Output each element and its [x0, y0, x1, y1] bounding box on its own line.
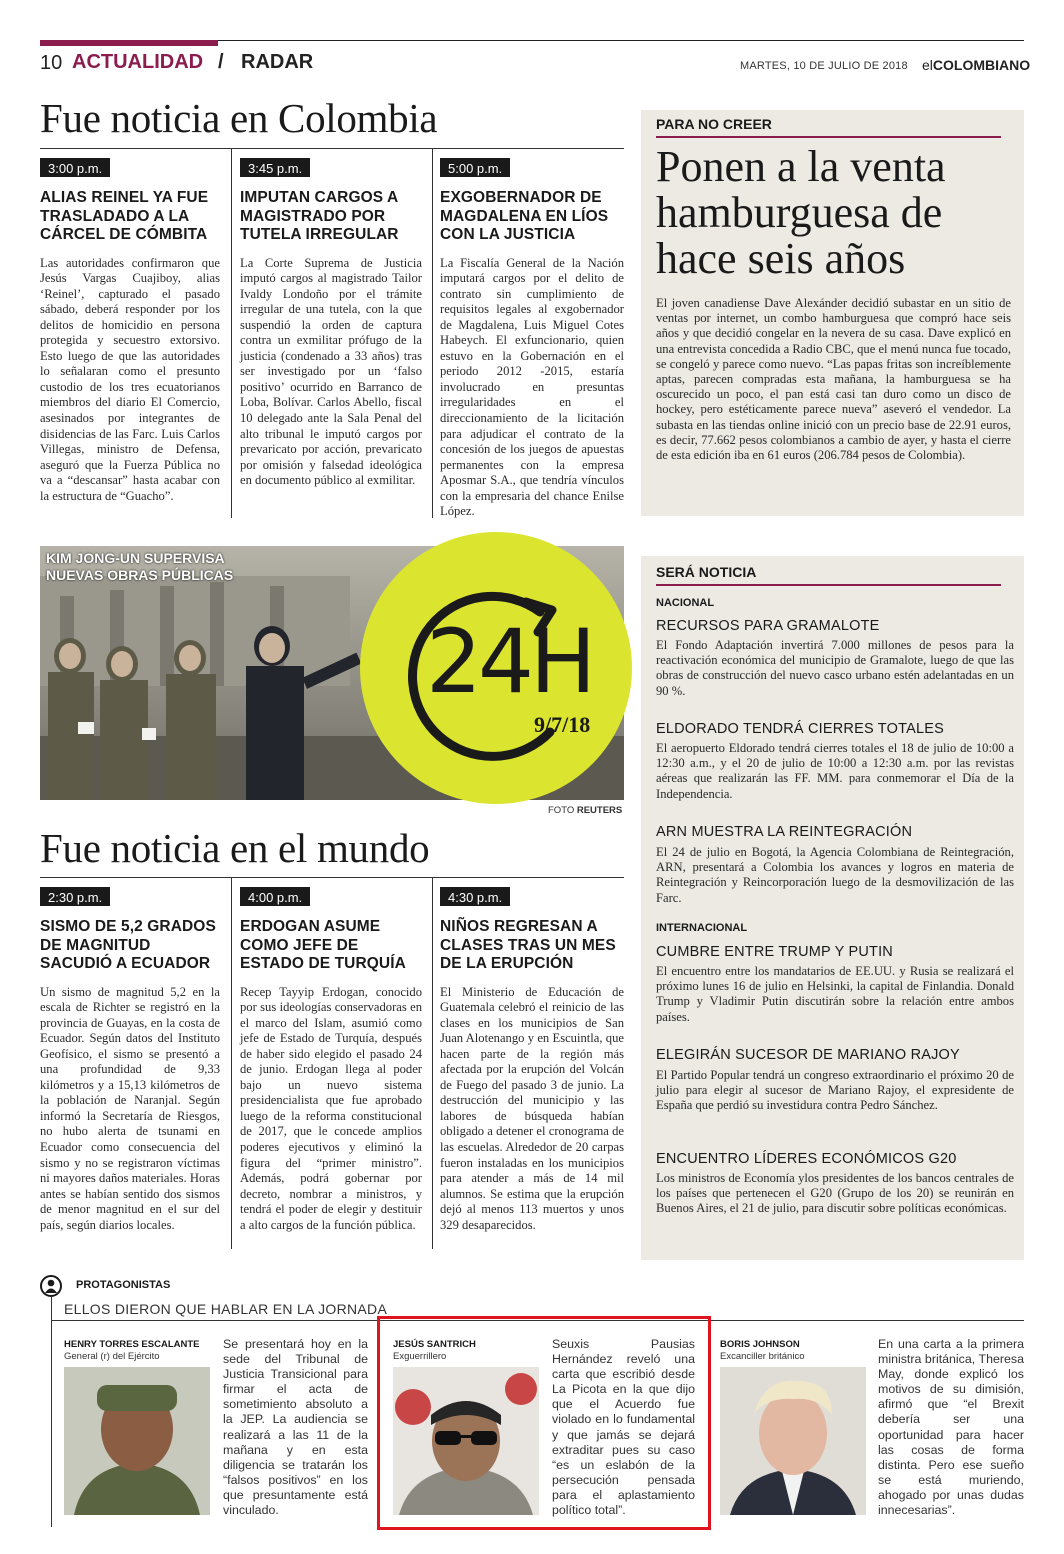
sn-headline: CUMBRE ENTRE TRUMP Y PUTIN — [656, 944, 893, 960]
column-divider — [432, 148, 433, 518]
para-no-creer-body: El joven canadiense Dave Alexánder decidió subastar en un sitio de ventas por internet, un combo hamburguesa que compró hace seis años y que decidió congelar en la nevera de su casa. Dave explicó en una entrevista concedida a Radio CBC, que el menú nunca fue tocado, se congeló y parece como nuevo. “Las papas fritas son increíblemente aptas, parecen compradas esta mañana, la hamburguesa se ha oscurecido un poco, el pan está casi tan duro como un disco de hockey, pero estéticamente parece nueva” aseveró el vendedor. La subasta en las tiendas online inició con un precio base de 22.91 euros, es decir, 77.662 pesos colombianos a cambio de ayer, y hasta el cierre de esta edición iba en 61 euros (206.784 pesos de Colombia). — [656, 296, 1011, 463]
sera-noticia-label: SERÁ NOTICIA — [656, 564, 757, 580]
colombia-title: Fue noticia en Colombia — [40, 95, 438, 141]
article-body: Un sismo de magnitud 5,2 en la escala de Richter se registró en la provincia de Guayas, en la costa de Ecuador. Según datos del Instituto Geofísico, el sismo se presentó a una profundidad de 9,33 kilómetros y a 15,13 kilómetros de la población de Naranjal. Según informó la Secretaría de Riesgos, no hubo alerta de tsunami en Ecuador como consecuencia del sismo y no se registraron víctimas ni mayores daños materiales. Horas antes se habían sentido dos sismos de menor magnitud en el sur del país, según diarios locales. — [40, 984, 220, 1232]
sn-body: El encuentro entre los mandatarios de EE.UU. y Rusia se realizará el próximo lunes 16 de julio en Helsinki, la capital de Finlandia. Donald Trump y Vladimir Putin discutirán sobre la relación entre ambos países. — [656, 964, 1014, 1024]
page-number: 10 — [40, 52, 63, 74]
sn-headline: RECURSOS PARA GRAMALOTE — [656, 618, 880, 634]
24h-badge — [360, 532, 632, 804]
protagonist-role: Exguerrillero — [393, 1351, 447, 1362]
headline: ERDOGAN ASUME COMO JEFE DE ESTADO DE TURQUÍA — [240, 918, 406, 972]
sn-headline: ARN MUESTRA LA REINTEGRACIÓN — [656, 824, 913, 840]
sn-body: El 24 de julio en Bogotá, la Agencia Colombiana de Reintegración, ARN, presentará a Colombia los avances y logros en materia de Reintegración y Reincorporación luego de la desmovilización de las Farc. — [656, 845, 1014, 905]
protagonist-name: JESÚS SANTRICH — [393, 1339, 476, 1350]
column-divider — [231, 877, 232, 1249]
colombia-item-2 — [240, 158, 422, 489]
subsection-name: RADAR — [241, 51, 314, 73]
label-accent-rule — [656, 136, 1001, 138]
label-accent-rule — [656, 584, 1001, 586]
para-no-creer-box — [641, 110, 1024, 516]
time-badge: 3:00 p.m. — [40, 158, 110, 177]
section-name: ACTUALIDAD — [72, 51, 204, 73]
protagonist-name: BORIS JOHNSON — [720, 1339, 800, 1350]
photo-credit-prefix: FOTO — [548, 805, 575, 816]
headline: ALIAS REINEL YA FUE TRASLADADO A LA CÁRCEL DE CÓMBITA — [40, 189, 209, 243]
sera-noticia-box — [641, 556, 1024, 1260]
article-body: Las autoridades confirmaron que Jesús Vargas Cuajiboy, alias ‘Reinel’, capturado el pasado sábado, deberá responder por los delitos de homicidio en persona protegida y secuestro extorsivo. Esto luego de que las autoridades lo señalaran como el presunto custodio de los tres ecuatorianos miembros del diario El Comercio, asesinados por integrantes de disidencias de las Farc. Luis Carlos Villegas, ministro de Defensa, aseguró que la Fuerza Pública no va a “descansar” hasta acabar con la estructura de “Guacho”. — [40, 255, 220, 503]
para-no-creer-title: Ponen a la venta hamburguesa de hace seis años — [656, 142, 946, 283]
photo-caption — [40, 546, 239, 588]
sn-headline: ELDORADO TENDRÁ CIERRES TOTALES — [656, 721, 944, 737]
protagonist-text: Se presentará hoy en la sede del Tribunal de Justicia Transicional para firmar el acta de sometimiento absoluto a la JEP. La audiencia se realizará a las 11 de la mañana y en esta diligencia se tratarán los “falsos positivos” en los que presuntamente está vinculado. — [223, 1337, 368, 1518]
section-accent-bar — [40, 40, 218, 46]
mundo-item-2 — [240, 887, 422, 1233]
colombia-item-3 — [440, 158, 624, 520]
article-body: La Corte Suprema de Justicia imputó cargos al magistrado Tailor Ivaldy Londoño por el trámite irregular de una tutela, con la que suspendió la orden de captura contra un exmilitar prófugo de la justicia (condenado a 33 años) tras ser investigado por un ‘falso positivo’ ocurrido en Barranco de Loba, Bolívar. Carlos Abello, fiscal 10 delegado ante la Sala Penal del alto tribunal le imputó cargos por prevaricato por acción, prevaricato por omisión y falsedad ideológica en documento público al exmilitar. — [240, 255, 422, 488]
mundo-item-3 — [440, 887, 624, 1233]
person-icon — [40, 1275, 62, 1297]
henry-torres-photo — [64, 1367, 210, 1515]
badge-date: 9/7/18 — [534, 712, 591, 737]
protagonist-role: Excanciller británico — [720, 1351, 805, 1362]
issue-date: MARTES, 10 DE JULIO DE 2018 — [740, 60, 908, 72]
protagonistas-subtitle: ELLOS DIERON QUE HABLAR EN LA JORNADA — [64, 1301, 388, 1317]
column-divider — [432, 877, 433, 1249]
para-no-creer-label: PARA NO CREER — [656, 116, 772, 132]
protagonist-text: Seuxis Pausias Hernández reveló una carta que escribió desde La Picota en la que dijo que el Acuerdo fue violado en lo fundamental y que jamás se dejará extraditar pues su caso “es un eslabón de la persecución pensada para el aplastamiento político total”. — [552, 1337, 695, 1518]
brand-logo — [922, 57, 1030, 73]
time-badge: 2:30 p.m. — [40, 887, 110, 906]
nacional-label: NACIONAL — [656, 597, 715, 609]
sn-body: El aeropuerto Eldorado tendrá cierres totales el 18 de julio de 10:00 a 12:30 a.m., y el 20 de julio de 10:00 a 12:30 a.m. por las revistas aéreas que realizarán las FF. MM. para conmemorar el Día de la Independencia. — [656, 741, 1014, 801]
sn-headline: ELEGIRÁN SUCESOR DE MARIANO RAJOY — [656, 1047, 960, 1063]
headline: NIÑOS REGRESAN A CLASES TRAS UN MES DE LA ERUPCIÓN — [440, 918, 616, 972]
sn-headline: ENCUENTRO LÍDERES ECONÓMICOS G20 — [656, 1151, 957, 1167]
photo-credit — [548, 805, 622, 816]
photo-credit-source: REUTERS — [576, 805, 623, 816]
protagonistas-label: PROTAGONISTAS — [76, 1279, 171, 1291]
photo-caption-line2: NUEVAS OBRAS PÚBLICAS — [46, 567, 234, 583]
time-badge: 4:00 p.m. — [240, 887, 310, 906]
photo-caption-line1: KIM JONG-UN SUPERVISA — [46, 550, 225, 566]
brand-prefix: el — [922, 57, 933, 73]
column-divider — [231, 148, 232, 518]
protagonistas-vertical-rule — [51, 1297, 52, 1527]
jesus-santrich-photo — [393, 1367, 539, 1515]
section-slash: / — [218, 51, 224, 73]
internacional-label: INTERNACIONAL — [656, 922, 748, 934]
headline: SISMO DE 5,2 GRADOS DE MAGNITUD SACUDIÓ A ECUADOR — [40, 918, 216, 972]
colombia-item-1 — [40, 158, 220, 504]
mundo-rule — [40, 877, 624, 878]
sn-body: El Fondo Adaptación invertirá 7.000 millones de pesos para la reactivación económica del municipio de Gramalote, luego de que las obras de construcción del nuevo casco urbano estén adelantadas en un 90 %. — [656, 638, 1014, 698]
article-body: El Ministerio de Educación de Guatemala celebró el reinicio de las clases en los municipios de San Juan Alotenango y en Escuintla, que hacen parte de la región más afectada por la erupción del Volcán de Fuego del pasado 3 de junio. La destrucción del municipio y las labores de búsqueda habían obligado a detener el cronograma de las escuelas. Alrededor de 20 carpas fueron instaladas en los municipios para atender a más de 14 mil alumnos. Se estima que la erupción dejó al menos 113 muertos y unos 329 desaparecidos. — [440, 984, 624, 1232]
headline: EXGOBERNADOR DE MAGDALENA EN LÍOS CON LA JUSTICIA — [440, 189, 609, 243]
badge-text: 24H — [426, 610, 593, 713]
article-body: La Fiscalía General de la Nación imputará cargos por el delito de contrato sin cumplimiento de requisitos legales al exgobernador de Magdalena, Luis Miguel Cotes Habeych. El exfuncionario, quien estuvo en la Gobernación en el periodo 2012 -2015, estaría involucrado en presuntas irregularidades en el direccionamiento de la licitación para adjudicar el contrato de la concesión de los juegos de apuestas permanentes con la empresa Aposmar S.A., que tendría vínculos con la empresaria del chance Enilse López. — [440, 255, 624, 519]
protagonist-name: HENRY TORRES ESCALANTE — [64, 1339, 200, 1350]
headline: IMPUTAN CARGOS A MAGISTRADO POR TUTELA IRREGULAR — [240, 189, 399, 243]
mundo-item-1 — [40, 887, 220, 1233]
time-badge: 5:00 p.m. — [440, 158, 510, 177]
sn-body: El Partido Popular tendrá un congreso extraordinario el próximo 20 de julio para elegir al sucesor de Mariano Rajoy, el expresidente de España que perdió su investidura contra Pedro Sánchez. — [656, 1068, 1014, 1113]
mundo-title: Fue noticia en el mundo — [40, 825, 430, 871]
time-badge: 4:30 p.m. — [440, 887, 510, 906]
article-body: Recep Tayyip Erdogan, conocido por sus ideologías conservadoras en el marco del Islam, asumió como jefe de Estado de Turquía, después de haber sido elegido el pasado 24 de junio. Erdogan llega al poder bajo un nuevo sistema presidencialista que fue aprobado luego de la reforma constitucional de 2017, que le concede amplios poderes ejecutivos y eliminó la figura del “primer ministro”. Además, podrá gobernar por decreto, nombrar a ministros, y tendrá el poder de elegir y destituir a alto cargos de la función pública. — [240, 984, 422, 1232]
protagonist-text: En una carta a la primera ministra británica, Theresa May, donde explicó los motivos de su dimisión, afirmó que “el Brexit debería ser una oportunidad para hacer las cosas de forma distinta. Pero ese sueño se está muriendo, ahogado por unas dudas innecesarias”. — [878, 1337, 1024, 1518]
sn-body: Los ministros de Economía ylos presidentes de los bancos centrales de los países que pertenecen el G20 (Grupo de los 20) se reunirán en Buenos Aires, el 21 de julio, para discutir sobre políticas económicas. — [656, 1171, 1014, 1216]
protagonist-role: General (r) del Ejército — [64, 1351, 160, 1362]
boris-johnson-photo — [720, 1367, 866, 1515]
time-badge: 3:45 p.m. — [240, 158, 310, 177]
colombia-rule — [40, 148, 624, 149]
brand-name: COLOMBIANO — [932, 57, 1031, 73]
